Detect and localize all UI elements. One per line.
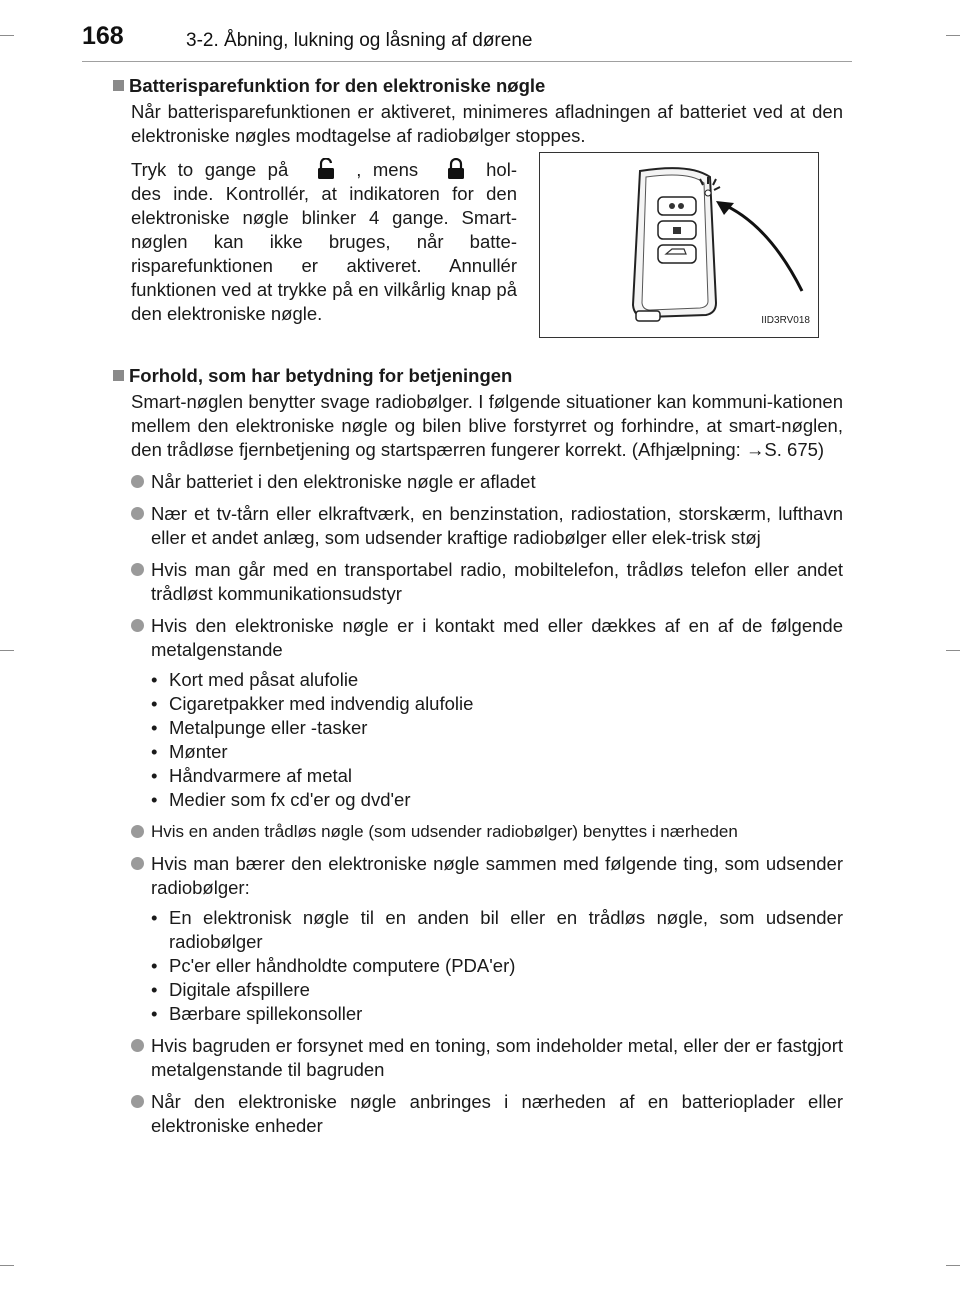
list-item-text: Når den elektroniske nøgle anbringes i nærheden af en batterioplader eller elektroniske enheder (151, 1091, 843, 1136)
sub-list-item-text: Digitale afspillere (169, 979, 310, 1000)
unlock-icon (314, 158, 340, 180)
section-title-battery-save (113, 74, 843, 98)
instruction-text (131, 158, 517, 338)
sub-list-item (151, 692, 843, 716)
bullet-icon: • (151, 717, 158, 738)
section-square-icon (113, 80, 124, 91)
page-content (113, 74, 843, 1146)
bullet-icon: • (151, 693, 158, 714)
list-item (131, 558, 843, 606)
bullet-dot-icon (131, 507, 144, 520)
list-item (131, 820, 843, 844)
list-item (131, 1034, 843, 1082)
bullet-dot-icon (131, 1039, 144, 1052)
section-square-icon (113, 370, 124, 381)
bullet-icon: • (151, 907, 158, 928)
instruction-part-1: Tryk to gange på (131, 159, 289, 180)
list-item-text: Hvis bagruden er forsynet med en toning, som indeholder metal, eller der er fastgjort metalgenstande til bagruden (151, 1035, 843, 1080)
list-item (131, 502, 843, 550)
bullet-dot-icon (131, 619, 144, 632)
sub-list-item (151, 1002, 843, 1026)
sub-list-item-text: Pc'er eller håndholdte computere (PDA'er) (169, 955, 516, 976)
bullet-icon: • (151, 789, 158, 810)
section-intro: Når batterisparefunktionen er aktiveret, minimeres afladningen af batteriet ved at den elektroniske nøgles modtagelse af radiobølger stoppes. (131, 101, 843, 146)
bullet-icon: • (151, 979, 158, 1000)
sub-list-item (151, 906, 843, 954)
figure-label: IID3RV018 (761, 315, 810, 326)
crop-mark (0, 650, 14, 651)
sub-list-item-text: Cigaretpakker med indvendig alufolie (169, 693, 474, 714)
bullet-dot-icon (131, 563, 144, 576)
sub-list-item (151, 668, 843, 692)
conditions-list (131, 470, 843, 1138)
sub-list-item (151, 954, 843, 978)
header-rule (82, 61, 852, 62)
bullet-icon: • (151, 669, 158, 690)
bullet-dot-icon (131, 1095, 144, 1108)
list-item-text: Nær et tv-tårn eller elkraftværk, en benzinstation, radiostation, storskærm, lufthavn eller et andet anlæg, som udsender kraftige radiobølger eller elek-trisk støj (151, 503, 843, 548)
section-intro: Smart-nøglen benytter svage radiobølger. I følgende situationer kan kommuni-kationen mellem den elektroniske nøgle og bilen blive forstyrret og forhindre, at smart-nøglen, den trådløse fjernbetjening og startspærren fungerer korrekt. (Afhjælpning: →S. 675) (131, 391, 843, 460)
bullet-dot-icon (131, 475, 144, 488)
sub-list-item-text: Håndvarmere af metal (169, 765, 353, 786)
list-item (131, 852, 843, 1026)
sub-list-item-text: Kort med påsat alufolie (169, 669, 359, 690)
list-item (131, 470, 843, 494)
crop-mark (946, 1265, 960, 1266)
section-title-operating-conditions (113, 364, 843, 388)
list-item-text: Hvis man går med en transportabel radio, mobiltelefon, trådløs telefon eller andet trådløst kommunikationsudstyr (151, 559, 843, 604)
list-item (131, 614, 843, 812)
sub-list (151, 906, 843, 1026)
instruction-part-2: , mens (356, 159, 419, 180)
section-title-text: Forhold, som har betydning for betjeningen (129, 365, 513, 386)
section-title-text: Batterisparefunktion for den elektroniske nøgle (129, 75, 546, 96)
list-item-text: Hvis en anden trådløs nøgle (som udsender radiobølger) benyttes i nærheden (151, 822, 738, 841)
bullet-icon: • (151, 1003, 158, 1024)
sub-list-item-text: Mønter (169, 741, 228, 762)
sub-list-item (151, 740, 843, 764)
list-item-text: Hvis den elektroniske nøgle er i kontakt med eller dækkes af en af de følgende metalgenstande (151, 615, 843, 660)
sub-list-item-text: Bærbare spillekonsoller (169, 1003, 363, 1024)
crop-mark (946, 650, 960, 651)
sub-list-item (151, 788, 843, 812)
sub-list-item (151, 978, 843, 1002)
bullet-dot-icon (131, 857, 144, 870)
battery-save-instructions (131, 158, 843, 338)
chapter-title: 3-2. Åbning, lukning og låsning af dørene (186, 30, 533, 51)
sub-list-item-text: Metalpunge eller -tasker (169, 717, 368, 738)
sub-list-item-text: En elektronisk nøgle til en anden bil eller en trådløs nøgle, som udsender radiobølger (169, 907, 843, 952)
bullet-icon: • (151, 955, 158, 976)
lock-icon (444, 158, 470, 180)
instruction-part-3: hol-des inde. Kontrollér, at indikatoren for den elektroniske nøgle blinker 4 gange. Smart-nøglen kan ikke bruges, når batte-risparefunktionen er aktiveret. Annullér funktionen ved at trykke på en vilkårlig knap på den elektroniske nøgle. (131, 159, 517, 324)
sub-list (151, 668, 843, 812)
list-item-text: Når batteriet i den elektroniske nøgle er afladet (151, 471, 536, 492)
sub-list-item (151, 716, 843, 740)
list-item-text: Hvis man bærer den elektroniske nøgle sammen med følgende ting, som udsender radiobølger: (151, 853, 843, 898)
sub-list-item (151, 764, 843, 788)
crop-mark (0, 1265, 14, 1266)
list-item (131, 1090, 843, 1138)
sub-list-item-text: Medier som fx cd'er og dvd'er (169, 789, 411, 810)
page-number: 168 (82, 22, 124, 50)
bullet-dot-icon (131, 825, 144, 838)
key-fob-figure (539, 152, 819, 338)
page-header (0, 0, 960, 62)
bullet-icon: • (151, 741, 158, 762)
bullet-icon: • (151, 765, 158, 786)
